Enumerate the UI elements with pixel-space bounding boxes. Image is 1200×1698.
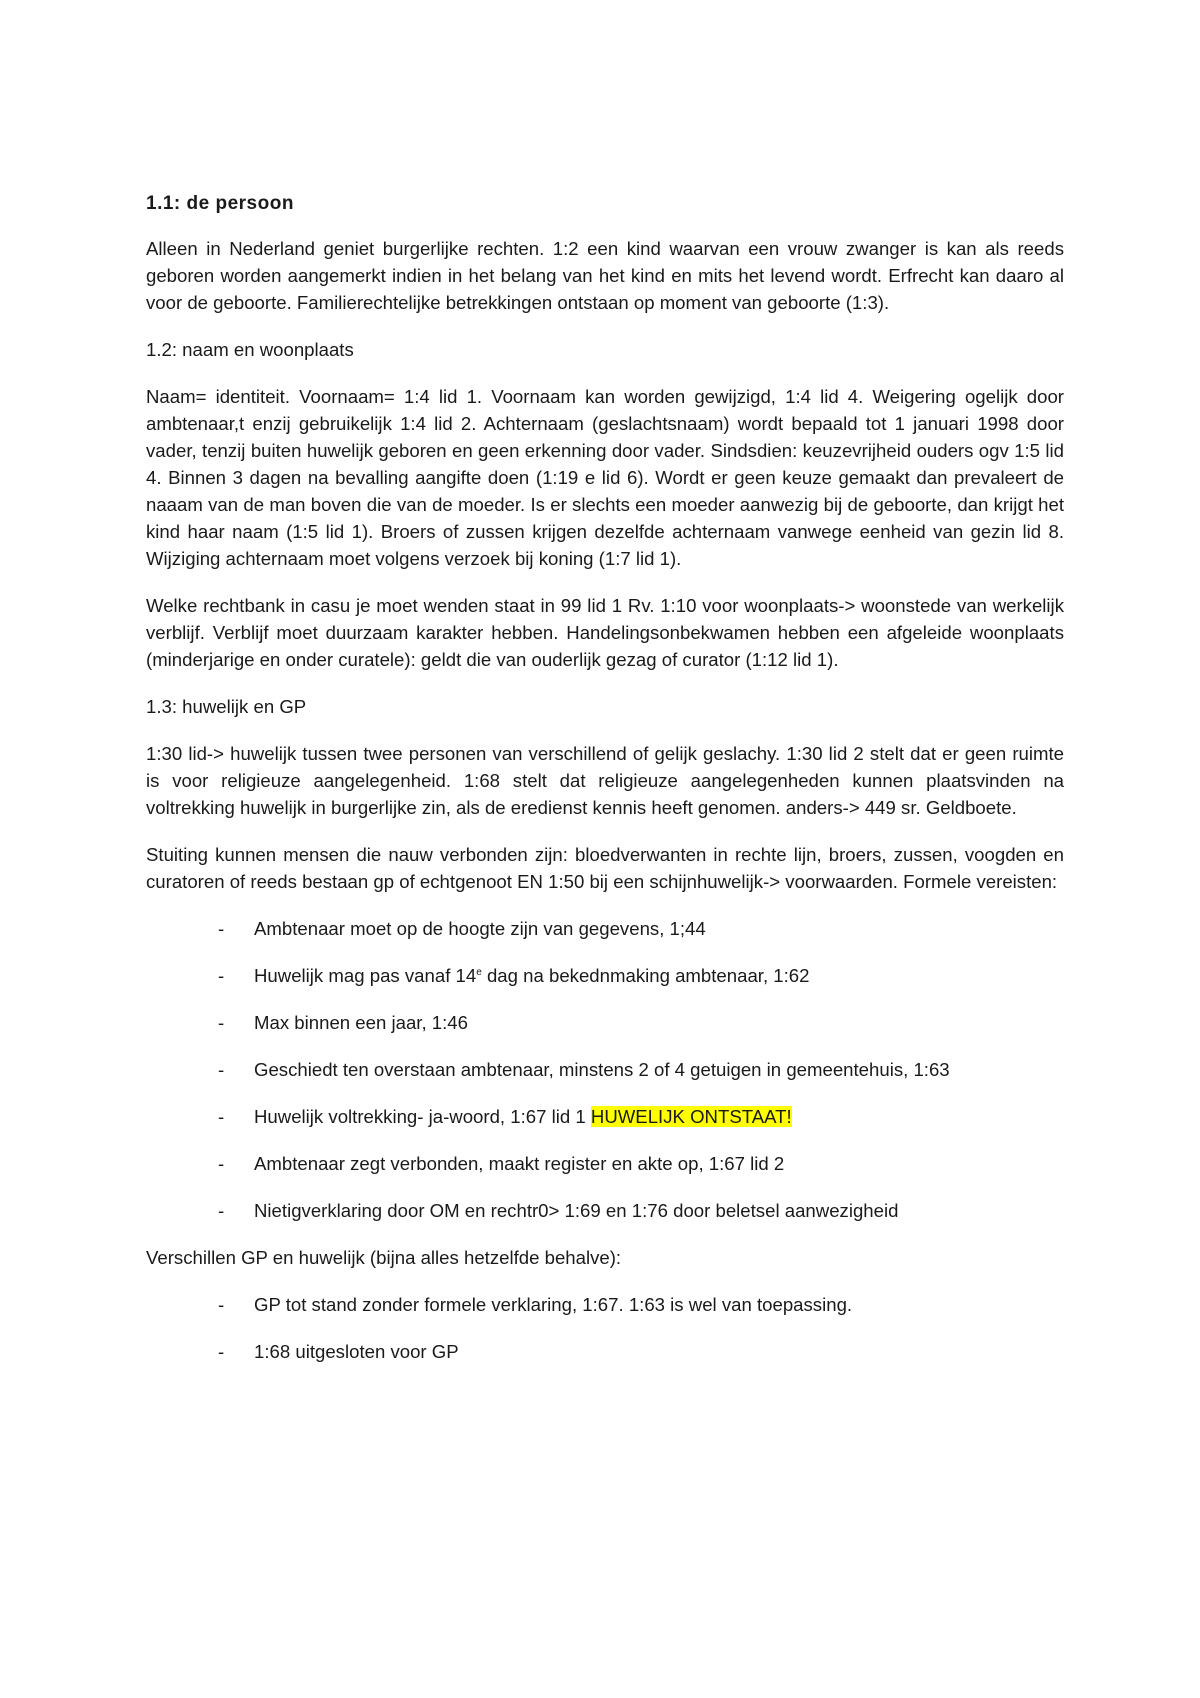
- dash-bullet: -: [218, 1341, 225, 1362]
- highlighted-text: HUWELIJK ONTSTAAT!: [590, 1106, 792, 1127]
- list-item: [146, 1338, 1064, 1365]
- list-item: [146, 1103, 1064, 1130]
- dash-bullet: -: [218, 1012, 225, 1033]
- list-item-text: Ambtenaar zegt verbonden, maakt register en akte op, 1:67 lid 2: [254, 1153, 785, 1174]
- dash-bullet: -: [218, 1059, 225, 1080]
- list-item-text: Max binnen een jaar, 1:46: [254, 1012, 468, 1033]
- verschillen-list: [146, 1291, 1064, 1365]
- dash-bullet: -: [218, 1294, 225, 1315]
- list-item: [146, 1197, 1064, 1224]
- list-item: [146, 962, 1064, 989]
- paragraph-huwelijk: 1:30 lid-> huwelijk tussen twee personen van verschillend of gelijk geslachy. 1:30 lid 2 stelt dat er geen ruimte is voor religieuze aangelegenheid. 1:68 stelt dat religieuze aangelegenheden kunnen plaatsvinden na voltrekking huwelijk in burgerlijke zin, als de eredienst kennis heeft genomen. anders-> 449 sr. Geldboete.: [146, 743, 1064, 818]
- dash-bullet: -: [218, 1106, 225, 1127]
- list-item-text: Nietigverklaring door OM en rechtr0> 1:69 en 1:76 door beletsel aanwezigheid: [254, 1200, 899, 1221]
- paragraph-verschillen: Verschillen GP en huwelijk (bijna alles hetzelfde behalve):: [146, 1247, 622, 1268]
- dash-bullet: -: [218, 1200, 225, 1221]
- ordinal-superscript: e: [476, 967, 482, 978]
- list-item: [146, 1009, 1064, 1036]
- formele-vereisten-list: [146, 915, 1064, 1224]
- list-item-text: GP tot stand zonder formele verklaring, 1:67. 1:63 is wel van toepassing.: [254, 1294, 853, 1315]
- list-item: [146, 915, 1064, 942]
- section-heading-huwelijk-en-gp: 1.3: huwelijk en GP: [146, 696, 307, 717]
- list-item-text: Huwelijk mag pas vanaf 14: [254, 965, 477, 986]
- list-item: [146, 1291, 1064, 1318]
- dash-bullet: -: [218, 965, 225, 986]
- paragraph-naam: Naam= identiteit. Voornaam= 1:4 lid 1. Voornaam kan worden gewijzigd, 1:4 lid 4. Weigering ogelijk door ambtenaar,t enzij gebruikelijk 1:4 lid 2. Achternaam (geslachtsnaam) wordt bepaald tot 1 januari 1998 door vader, tenzij buiten huwelijk geboren en geen erkenning door vader. Sindsdien: keuzevrijheid ouders ogv 1:5 lid 4. Binnen 3 dagen na bevalling aangifte doen (1:19 e lid 6). Wordt er geen keuze gemaakt dan prevaleert de naaam van de man boven die van de moeder. Is er slechts een moeder aanwezig bij de geboorte, dan krijgt het kind haar naam (1:5 lid 1). Broers of zussen krijgen dezelfde achternaam vanwege eenheid van gezin lid 8. Wijziging achternaam moet volgens verzoek bij koning (1:7 lid 1).: [146, 386, 1064, 569]
- list-item-text: Huwelijk voltrekking- ja-woord, 1:67 lid 1: [254, 1106, 591, 1127]
- list-item-text: 1:68 uitgesloten voor GP: [254, 1341, 459, 1362]
- list-item-text-continued: dag na bekednmaking ambtenaar, 1:62: [481, 965, 810, 986]
- list-item-text: Geschiedt ten overstaan ambtenaar, minstens 2 of 4 getuigen in gemeentehuis, 1:63: [254, 1059, 950, 1080]
- dash-bullet: -: [218, 918, 225, 939]
- paragraph-woonplaats: Welke rechtbank in casu je moet wenden staat in 99 lid 1 Rv. 1:10 voor woonplaats-> woonstede van werkelijk verblijf. Verblijf moet duurzaam karakter hebben. Handelingsonbekwamen hebben een afgeleide woonplaats (minderjarige en onder curatele): geldt die van ouderlijk gezag of curator (1:12 lid 1).: [146, 595, 1064, 670]
- paragraph-de-persoon: Alleen in Nederland geniet burgerlijke rechten. 1:2 een kind waarvan een vrouw zwanger is kan als reeds geboren worden aangemerkt indien in het belang van het kind en mits het levend wordt. Erfrecht kan daaro al voor de geboorte. Familierechtelijke betrekkingen ontstaan op moment van geboorte (1:3).: [146, 238, 1064, 313]
- list-item: [146, 1150, 1064, 1177]
- section-heading-de-persoon: 1.1: de persoon: [146, 193, 294, 214]
- paragraph-stuiting: Stuiting kunnen mensen die nauw verbonden zijn: bloedverwanten in rechte lijn, broers, zussen, voogden en curatoren of reeds bestaan gp of echtgenoot EN 1:50 bij een schijnhuwelijk-> voorwaarden. Formele vereisten:: [146, 844, 1064, 892]
- list-item-text: Ambtenaar moet op de hoogte zijn van gegevens, 1;44: [254, 918, 706, 939]
- document-page: [146, 190, 1064, 1385]
- dash-bullet: -: [218, 1153, 225, 1174]
- list-item: [146, 1056, 1064, 1083]
- section-heading-naam-en-woonplaats: 1.2: naam en woonplaats: [146, 339, 354, 360]
